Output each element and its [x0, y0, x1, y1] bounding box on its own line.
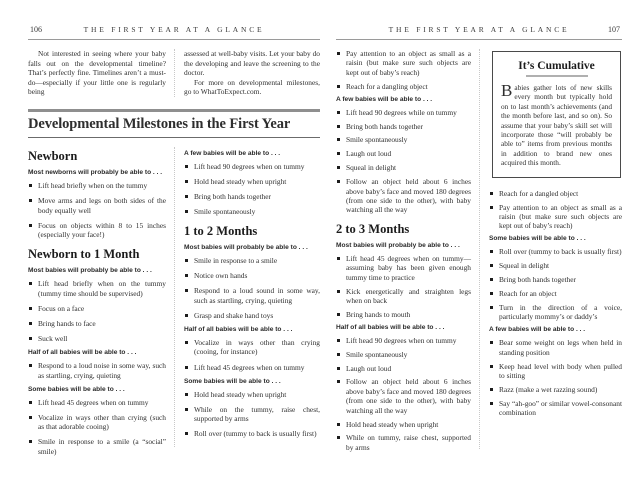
section-heading: 1 to 2 Months — [184, 223, 258, 238]
milestone-bullet-item — [336, 377, 471, 415]
milestones-columns-right — [336, 49, 622, 457]
milestones-columns-left — [28, 147, 320, 462]
milestone-bullet-item — [489, 261, 622, 270]
milestones-column-3 — [336, 49, 479, 457]
bullet-square-icon — [490, 206, 493, 209]
bullet-square-icon — [29, 401, 32, 404]
bullet-square-icon — [337, 152, 340, 155]
milestone-bullet-item — [28, 279, 166, 298]
milestones-column-1 — [28, 147, 174, 462]
bullet-square-icon — [185, 341, 188, 344]
milestone-text: Hold head steady when upright — [194, 177, 287, 187]
milestone-bullet-item — [184, 405, 320, 424]
ability-level-subhead: Some babies will be able to . . . — [28, 385, 125, 393]
bullet-square-icon — [337, 380, 340, 383]
milestone-bullet-item — [184, 429, 320, 439]
section-heading: Newborn — [28, 148, 78, 163]
ability-level-subhead: Some babies will be able to . . . — [489, 235, 586, 243]
milestone-text: Follow an object held about 6 inches above baby’s face and moved 180 degrees (from one side to the other), with baby watching all the way — [346, 177, 471, 215]
milestone-bullet-item — [489, 362, 622, 381]
milestone-bullet-item — [28, 398, 166, 408]
milestone-bullet-item — [184, 363, 320, 373]
milestone-text: Lift head 45 degrees when on tummy—assuming baby has been given enough tummy time to practice — [346, 253, 471, 282]
bullet-square-icon — [29, 184, 32, 187]
milestone-bullet-item — [336, 287, 471, 306]
milestone-bullet-item — [336, 336, 471, 345]
milestone-bullet-item — [336, 122, 471, 131]
milestone-text: Hold head steady when upright — [346, 419, 439, 429]
milestone-bullet-item — [28, 334, 166, 344]
bullet-square-icon — [337, 436, 340, 439]
milestone-text: Say “ah-goo” or similar vowel-consonant combination — [499, 398, 622, 418]
bullet-square-icon — [337, 180, 340, 183]
milestone-text: Kick energetically and straighten legs when on back — [346, 286, 471, 305]
milestone-text: Lift head 45 degrees when on tummy — [38, 397, 149, 407]
milestone-bullet-item — [184, 192, 320, 202]
thick-rule — [28, 109, 320, 112]
milestone-bullet-item — [28, 437, 166, 456]
milestone-bullet-item — [336, 310, 471, 319]
cumulative-box-text: abies gather lots of new skills every month but typically hold on to last month’s achievements (and the month before last, and so on). So assume that your baby’s skill set will incorporate those “will probably be able to” items from previous months in addition to brand new ones acquired this month. — [501, 83, 612, 168]
bullet-square-icon — [185, 408, 188, 411]
milestone-text: Vocalize in ways other than crying (cooing, for instance) — [194, 337, 320, 357]
milestone-bullet-item — [28, 413, 166, 432]
milestone-bullet-item — [28, 319, 166, 329]
milestone-text: Reach for a dangling object — [346, 81, 428, 91]
milestone-text: Roll over (tummy to back is usually first) — [194, 429, 317, 439]
milestone-text: Turn in the direction of a voice, particularly mommy’s or daddy’s — [499, 302, 622, 322]
ability-level-subhead: Half of all babies will be able to . . . — [28, 348, 137, 356]
running-header: THE FIRST YEAR AT A GLANCE — [388, 25, 570, 34]
milestone-text: Suck well — [38, 333, 68, 343]
milestone-text: While on tummy, raise chest, supported by arms — [346, 433, 471, 452]
milestone-text: Roll over (tummy to back is usually first) — [499, 247, 622, 257]
bullet-square-icon — [490, 365, 493, 368]
milestone-bullet-item — [184, 207, 320, 217]
bullet-square-icon — [337, 166, 340, 169]
milestone-text: Respond to a loud sound in some way, such as startling, crying, quieting — [194, 286, 320, 305]
milestone-bullet-item — [489, 289, 622, 298]
milestone-text: Pay attention to an object as small as a raisin (but make sure such objects are kept out of baby’s reach) — [346, 49, 471, 77]
bullet-square-icon — [29, 337, 32, 340]
milestone-text: Respond to a loud noise in some way, such as startling, crying, quieting — [38, 360, 166, 380]
bullet-square-icon — [337, 111, 340, 114]
milestone-text: Smile spontaneously — [194, 207, 256, 217]
bullet-square-icon — [337, 85, 340, 88]
ability-level-subhead: Most babies will probably be able to . . . — [184, 243, 308, 251]
bullet-square-icon — [490, 341, 493, 344]
thin-rule — [28, 137, 320, 138]
milestone-bullet-item — [28, 361, 166, 380]
intro-paragraph: For more on developmental milestones, go to WhatToExpect.com. — [184, 77, 320, 97]
bullet-square-icon — [490, 264, 493, 267]
dropcap-letter: B — [501, 81, 513, 100]
bullet-square-icon — [490, 292, 493, 295]
page-number: 106 — [30, 25, 42, 34]
milestone-text: Bring both hands together — [499, 275, 576, 285]
milestone-bullet-item — [336, 108, 471, 117]
milestone-text: Lift head 90 degrees when on tummy — [346, 335, 457, 345]
milestone-bullet-item — [28, 304, 166, 314]
milestone-text: Focus on a face — [38, 303, 85, 313]
bullet-square-icon — [337, 290, 340, 293]
milestone-text: Reach for a dangled object — [499, 188, 579, 198]
page-header — [336, 24, 622, 40]
intro-paragraph: assessed at well-baby visits. Let your baby do the developing and leave the screening to the doctor. — [184, 49, 320, 78]
milestone-bullet-item — [28, 221, 166, 240]
bullet-square-icon — [490, 250, 493, 253]
milestone-text: Laugh out loud — [346, 149, 392, 159]
bullet-square-icon — [490, 192, 493, 195]
milestone-text: Focus on objects within 8 to 15 inches (especially your face!) — [38, 220, 166, 240]
intro-column-2 — [174, 49, 320, 97]
milestone-text: Lift head 45 degrees when on tummy — [194, 362, 305, 372]
milestone-bullet-item — [336, 163, 471, 172]
bullet-square-icon — [29, 440, 32, 443]
milestone-text: Follow an object held about 6 inches above baby’s face and moved 180 degrees (from one side to the other), with baby watching all the way — [346, 377, 471, 415]
milestone-bullet-item — [336, 433, 471, 452]
milestone-bullet-item — [336, 177, 471, 215]
ability-level-subhead: A few babies will be able to . . . — [336, 95, 433, 103]
milestone-text: Laugh out loud — [346, 363, 392, 373]
bullet-square-icon — [185, 393, 188, 396]
milestones-column-2 — [174, 147, 320, 447]
bullet-square-icon — [490, 278, 493, 281]
milestone-text: Bring hands to mouth — [346, 309, 411, 319]
milestone-text: Move arms and legs on both sides of the body equally well — [38, 196, 166, 215]
milestone-text: Bring both hands together — [194, 192, 271, 202]
milestone-text: Grasp and shake hand toys — [194, 310, 274, 320]
bullet-square-icon — [185, 314, 188, 317]
milestone-text: Razz (make a wet razzing sound) — [499, 384, 598, 394]
milestone-text: Notice own hands — [194, 270, 248, 280]
cumulative-box-body — [501, 83, 612, 168]
milestone-text: Bear some weight on legs when held in standing position — [499, 338, 622, 357]
bullet-square-icon — [185, 180, 188, 183]
intro-column-1 — [28, 49, 174, 97]
milestone-text: Vocalize in ways other than crying (such as that adorable cooing) — [38, 412, 166, 432]
title-underline-rule — [526, 75, 588, 77]
bullet-square-icon — [337, 367, 340, 370]
milestone-bullet-item — [336, 364, 471, 373]
intro-section — [28, 49, 320, 97]
ability-level-subhead: Most babies will probably be able to . . . — [336, 241, 460, 249]
bullet-square-icon — [185, 289, 188, 292]
ability-level-subhead: A few babies will be able to . . . — [184, 149, 281, 157]
milestone-bullet-item — [184, 256, 320, 266]
milestone-bullet-item — [184, 311, 320, 321]
milestone-text: Lift head briefly when on the tummy — [38, 180, 148, 190]
milestone-bullet-item — [336, 135, 471, 144]
cumulative-box-title: It’s Cumulative — [518, 60, 595, 72]
milestone-bullet-item — [336, 149, 471, 158]
ability-level-subhead: Most newborns will probably be able to . . . — [28, 168, 163, 176]
bullet-square-icon — [490, 306, 493, 309]
milestone-bullet-item — [489, 247, 622, 256]
its-cumulative-box — [492, 51, 621, 178]
bullet-square-icon — [490, 402, 493, 405]
bullet-square-icon — [29, 416, 32, 419]
milestone-text: Hold head steady when upright — [194, 389, 287, 399]
milestone-text: Bring both hands together — [346, 121, 423, 131]
bullet-square-icon — [29, 282, 32, 285]
milestone-text: Keep head level with body when pulled to sitting — [499, 361, 622, 380]
milestone-text: Smile spontaneously — [346, 349, 408, 359]
bullet-square-icon — [29, 364, 32, 367]
milestone-bullet-item — [336, 350, 471, 359]
milestone-bullet-item — [28, 196, 166, 215]
bullet-square-icon — [337, 52, 340, 55]
milestone-text: Smile in response to a smile — [194, 255, 278, 265]
milestone-text: Bring hands to face — [38, 318, 96, 328]
ability-level-subhead: A few babies will be able to . . . — [489, 326, 586, 334]
milestone-bullet-item — [336, 420, 471, 429]
bullet-square-icon — [337, 257, 340, 260]
milestones-list-4 — [489, 189, 622, 418]
milestone-bullet-item — [184, 286, 320, 305]
bullet-square-icon — [185, 195, 188, 198]
bullet-square-icon — [29, 322, 32, 325]
milestone-text: Squeal in delight — [346, 163, 397, 173]
milestone-bullet-item — [336, 49, 471, 77]
bullet-square-icon — [185, 274, 188, 277]
intro-paragraph: Not interested in seeing where your baby falls out on the developmental timeline? That’s perfectly fine. Timelines aren’t a must-do—especially if your little one is regularly being — [28, 49, 166, 97]
milestone-bullet-item — [184, 162, 320, 172]
ability-level-subhead: Most babies will probably be able to . . . — [28, 266, 152, 274]
milestone-text: Pay attention to an object as small as a raisin (but make sure such objects are kept out of baby’s reach) — [499, 202, 622, 231]
page-107 — [336, 24, 622, 457]
milestone-bullet-item — [489, 189, 622, 198]
milestone-bullet-item — [336, 254, 471, 282]
bullet-square-icon — [490, 388, 493, 391]
milestone-text: Lift head 90 degrees while on tummy — [346, 107, 457, 117]
milestone-bullet-item — [489, 275, 622, 284]
milestone-bullet-item — [489, 385, 622, 394]
milestone-text: Lift head briefly when on the tummy (tummy time should be supervised) — [38, 278, 166, 298]
bullet-square-icon — [185, 259, 188, 262]
bullet-square-icon — [337, 313, 340, 316]
ability-level-subhead: Half of all babies will be able to . . . — [184, 325, 293, 333]
milestone-text: Smile spontaneously — [346, 135, 408, 145]
bullet-square-icon — [185, 210, 188, 213]
bullet-square-icon — [185, 165, 188, 168]
milestone-text: Smile in response to a smile (a “social” smile) — [38, 437, 166, 456]
milestones-column-4 — [479, 49, 622, 449]
bullet-square-icon — [185, 432, 188, 435]
bullet-square-icon — [29, 199, 32, 202]
bullet-square-icon — [337, 423, 340, 426]
bullet-square-icon — [185, 366, 188, 369]
milestone-bullet-item — [184, 390, 320, 400]
milestone-bullet-item — [489, 338, 622, 357]
main-heading: Developmental Milestones in the First Year — [28, 115, 291, 132]
milestone-bullet-item — [336, 82, 471, 91]
page-number: 107 — [608, 25, 620, 34]
page-header — [28, 24, 320, 40]
section-heading: Newborn to 1 Month — [28, 246, 140, 261]
bullet-square-icon — [337, 138, 340, 141]
section-heading: 2 to 3 Months — [336, 221, 410, 236]
bullet-square-icon — [337, 339, 340, 342]
bullet-square-icon — [29, 224, 32, 227]
milestone-bullet-item — [184, 338, 320, 357]
ability-level-subhead: Some babies will be able to . . . — [184, 377, 281, 385]
bullet-square-icon — [337, 125, 340, 128]
milestone-bullet-item — [489, 399, 622, 418]
milestone-bullet-item — [28, 181, 166, 191]
ability-level-subhead: Half of all babies will be able to . . . — [336, 323, 445, 331]
milestone-text: Squeal in delight — [499, 261, 550, 271]
milestone-bullet-item — [489, 303, 622, 322]
milestone-bullet-item — [184, 271, 320, 281]
milestone-text: Reach for an object — [499, 289, 557, 298]
page-106 — [28, 24, 320, 462]
milestone-bullet-item — [184, 177, 320, 187]
bullet-square-icon — [337, 353, 340, 356]
milestone-text: Lift head 90 degrees when on tummy — [194, 161, 305, 171]
running-header: THE FIRST YEAR AT A GLANCE — [83, 25, 265, 34]
milestone-bullet-item — [489, 203, 622, 231]
bullet-square-icon — [29, 307, 32, 310]
milestone-text: While on the tummy, raise chest, supported by arms — [194, 404, 320, 424]
